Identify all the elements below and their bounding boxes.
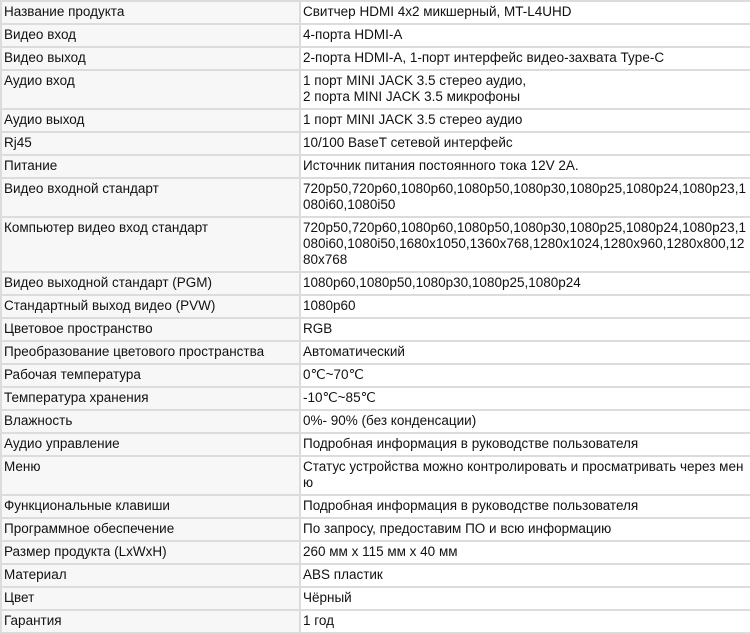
spec-value: 720p50,720p60,1080p60,1080p50,1080p30,1080p25,1080p24,1080p23,1080i60,1080i50	[300, 178, 750, 217]
spec-label: Преобразование цветового пространства	[1, 341, 300, 364]
spec-value-line-2: 2 порта MINI JACK 3.5 микрофоны	[303, 89, 521, 104]
spec-value: 2-порта HDMI-A, 1-порт интерфейс видео-захвата Type-C	[300, 47, 750, 70]
spec-value: 1 год	[300, 610, 750, 633]
spec-label: Программное обеспечение	[1, 518, 300, 541]
spec-value: 260 мм x 115 мм x 40 мм	[300, 541, 750, 564]
spec-row-audio-control	[1, 433, 750, 456]
spec-value: -10℃~85℃	[300, 387, 750, 410]
spec-value: Автоматический	[300, 341, 750, 364]
spec-label: Температура хранения	[1, 387, 300, 410]
spec-value: Свитчер HDMI 4x2 микшерный, MT-L4UHD	[300, 1, 750, 24]
spec-row-storage-temperature	[1, 387, 750, 410]
spec-label: Видео выход	[1, 47, 300, 70]
spec-value: ABS пластик	[300, 564, 750, 587]
spec-label: Влажность	[1, 410, 300, 433]
spec-row-humidity	[1, 410, 750, 433]
spec-row-computer-video-input-standard	[1, 217, 750, 272]
spec-label: Гарантия	[1, 610, 300, 633]
spec-label: Размер продукта (LxWxH)	[1, 541, 300, 564]
spec-label: Аудио управление	[1, 433, 300, 456]
spec-label: Цвет	[1, 587, 300, 610]
spec-row-audio-output	[1, 109, 750, 132]
spec-label: Компьютер видео вход стандарт	[1, 217, 300, 272]
spec-label: Цветовое пространство	[1, 318, 300, 341]
spec-row-audio-input	[1, 70, 750, 109]
spec-label: Аудио выход	[1, 109, 300, 132]
spec-value-line-1: 1 порт MINI JACK 3.5 стерео аудио,	[303, 73, 527, 88]
spec-row-video-input	[1, 24, 750, 47]
spec-row-function-keys	[1, 495, 750, 518]
spec-label: Видео входной стандарт	[1, 178, 300, 217]
spec-row-material	[1, 564, 750, 587]
spec-row-menu	[1, 456, 750, 495]
spec-label: Стандартный выход видео (PVW)	[1, 295, 300, 318]
spec-value: RGB	[300, 318, 750, 341]
spec-label: Видео вход	[1, 24, 300, 47]
spec-value: 1 порт MINI JACK 3.5 стерео аудио	[300, 109, 750, 132]
spec-value: 1080p60,1080p50,1080p30,1080p25,1080p24	[300, 272, 750, 295]
spec-row-color-space-conversion	[1, 341, 750, 364]
spec-row-color	[1, 587, 750, 610]
spec-row-warranty	[1, 610, 750, 633]
spec-value: 4-порта HDMI-A	[300, 24, 750, 47]
spec-value: Источник питания постоянного тока 12V 2A.	[300, 155, 750, 178]
spec-value: По запросу, предоставим ПО и всю информацию	[300, 518, 750, 541]
spec-label: Функциональные клавиши	[1, 495, 300, 518]
spec-value: 0℃~70℃	[300, 364, 750, 387]
spec-value: 1080p60	[300, 295, 750, 318]
spec-label: Питание	[1, 155, 300, 178]
spec-value: 0%- 90% (без конденсации)	[300, 410, 750, 433]
spec-row-video-output-standard-pvw	[1, 295, 750, 318]
spec-row-video-output-standard-pgm	[1, 272, 750, 295]
spec-row-video-input-standard	[1, 178, 750, 217]
spec-label: Меню	[1, 456, 300, 495]
spec-row-color-space	[1, 318, 750, 341]
spec-row-power	[1, 155, 750, 178]
spec-row-operating-temperature	[1, 364, 750, 387]
spec-value: 10/100 BaseT сетевой интерфейс	[300, 132, 750, 155]
spec-label: Рабочая температура	[1, 364, 300, 387]
spec-label: Название продукта	[1, 1, 300, 24]
spec-label: Аудио вход	[1, 70, 300, 109]
spec-label: Материал	[1, 564, 300, 587]
spec-label: Видео выходной стандарт (PGM)	[1, 272, 300, 295]
spec-row-product-size	[1, 541, 750, 564]
spec-row-video-output	[1, 47, 750, 70]
spec-value: Статус устройства можно контролировать и просматривать через меню	[300, 456, 750, 495]
spec-value: Чёрный	[300, 587, 750, 610]
spec-value: Подробная информация в руководстве пользователя	[300, 495, 750, 518]
spec-row-rj45	[1, 132, 750, 155]
spec-value: Подробная информация в руководстве пользователя	[300, 433, 750, 456]
spec-label: Rj45	[1, 132, 300, 155]
spec-value: 720p50,720p60,1080p60,1080p50,1080p30,1080p25,1080p24,1080p23,1080i60,1080i50,1680x1050,1360x768,1280x1024,1280x960,1280x800,1280x768	[300, 217, 750, 272]
spec-row-software	[1, 518, 750, 541]
spec-row-product-name	[1, 1, 750, 24]
spec-value	[300, 70, 750, 109]
